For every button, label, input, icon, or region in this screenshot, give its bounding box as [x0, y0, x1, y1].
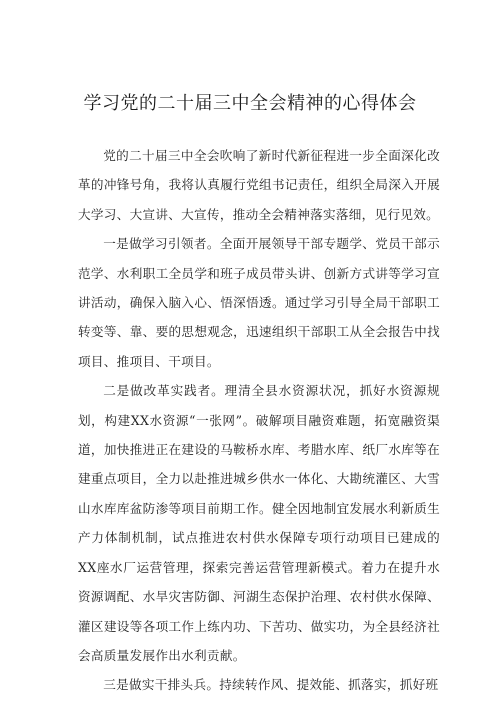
paragraph-hard-work-pioneer: 三是做实干排头兵。持续转作风、提效能、抓落实，抓好班: [103, 677, 439, 693]
document-body: [78, 141, 440, 700]
paragraph-reform-practitioner: 二是做改革实践者。理清全县水资源状况，抓好水资源规划，构建XX水资源“一张网”。破解项目融资难题，拓宽融资渠道，加快推进正在建设的马鞍桥水库、考腊水库、纸厂水库等在建重点项目，全力以赴推进城乡供水一体化、大勘统灌区、大雪山水库库盆防渗等项目前期工作。健全因地制宜发展水利新质生产力体制机制，试点推进农村供水保障专项行动项目已建成的XX座水厂运营管理，探索完善运营管理新模式。着力在提升水资源调配、水旱灾害防御、河湖生态保护治理、农村供水保障、灌区建设等各项工作上练内功、下苦功、做实功，为全县经济社会高质量发展作出水利贡献。: [78, 383, 440, 663]
document-title: 学习党的二十届三中全会精神的心得体会: [83, 93, 417, 114]
paragraph-intro: 党的二十届三中全会吹响了新时代新征程进一步全面深化改革的冲锋号角，我将认真履行党组书记责任，组织全局深入开展大学习、大宣讲、大宣传，推动全会精神落实落细，见行见效。: [78, 148, 440, 222]
paragraph-study-leader: 一是做学习引领者。全面开展领导干部专题学、党员干部示范学、水利职工全员学和班子成员带头讲、创新方式讲等学习宣讲活动，确保入脑入心、悟深悟透。通过学习引导全局干部职工转变等、靠、要的思想观念，迅速组织干部职工从全会报告中找项目、推项目、干项目。: [78, 236, 440, 369]
